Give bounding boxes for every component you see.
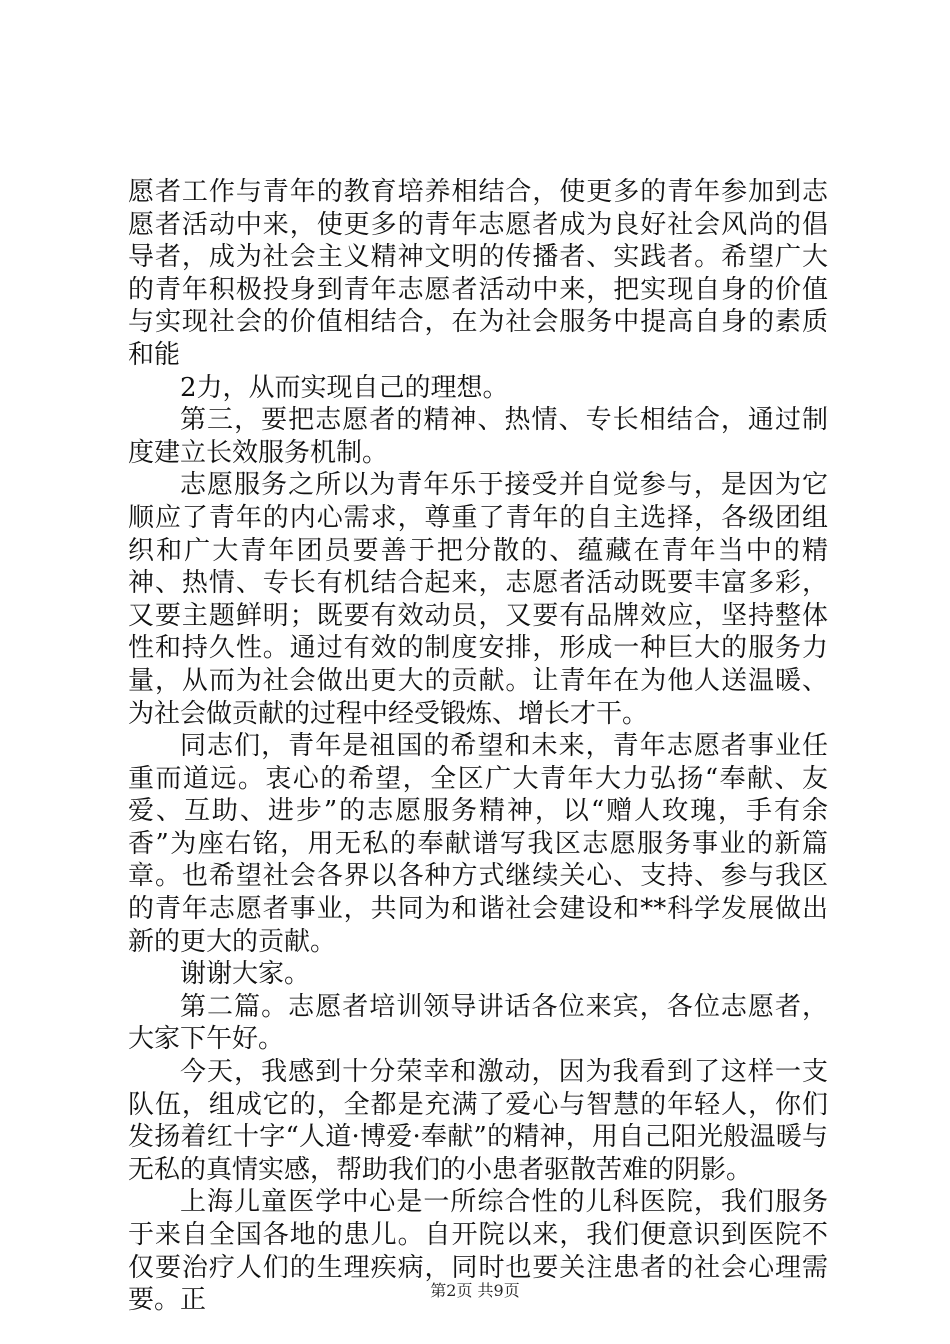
paragraph-continued: 愿者工作与青年的教育培养相结合，使更多的青年参加到志愿者活动中来，使更多的青年志愿者成为良好社会风尚的倡导者，成为社会主义精神文明的传播者、实践者。希望广大的青年积极投身到青年志愿者活动中来，把实现自身的价值与实现社会的价值相结合，在为社会服务中提高自身的素质和能 bbox=[128, 177, 828, 370]
paragraph: 上海儿童医学中心是一所综合性的儿科医院，我们服务于来自全国各地的患儿。自开院以来，我们便意识到医院不仅要治疗人们的生理疾病，同时也要关注患者的社会心理需要。正 bbox=[128, 1187, 828, 1316]
paragraph-heading: 第二篇。志愿者培训领导讲话各位来宾，各位志愿者，大家下午好。 bbox=[128, 991, 828, 1055]
paragraph: 谢谢大家。 bbox=[180, 959, 311, 990]
paragraph: 第三，要把志愿者的精神、热情、专长相结合，通过制度建立长效服务机制。 bbox=[128, 405, 828, 468]
paragraph: 志愿服务之所以为青年乐于接受并自觉参与，是因为它顺应了青年的内心需求，尊重了青年的自主选择，各级团组织和广大青年团员要善于把分散的、蕴藏在青年当中的精神、热情、专长有机结合起来，志愿者活动既要丰富多彩，又要主题鲜明；既要有效动员，又要有品牌效应，坚持整体性和持久性。通过有效的制度安排，形成一种巨大的服务力量，从而为社会做出更大的贡献。让青年在为他人送温暖、为社会做贡献的过程中经受锻炼、增长才干。 bbox=[128, 470, 828, 729]
paragraph: 同志们，青年是祖国的希望和未来，青年志愿者事业任重而道远。衷心的希望，全区广大青年大力弘扬“奉献、友爱、互助、进步”的志愿服务精神，以“赠人玫瑰，手有余香”为座右铭，用无私的奉献谱写我区志愿服务事业的新篇章。也希望社会各界以各种方式继续关心、支持、参与我区的青年志愿者事业，共同为和谐社会建设和**科学发展做出新的更大的贡献。 bbox=[128, 731, 828, 957]
paragraph: 2力，从而实现自己的理想。 bbox=[180, 372, 509, 403]
paragraph: 今天，我感到十分荣幸和激动，因为我看到了这样一支队伍，组成它的，全都是充满了爱心与智慧的年轻人，你们发扬着红十字“人道·博爱·奉献”的精神，用自己阳光般温暖与无私的真情实感，帮助我们的小患者驱散苦难的阴影。 bbox=[128, 1057, 828, 1185]
document-body bbox=[128, 176, 828, 1317]
page-number-footer: 第2页 共9页 bbox=[430, 1281, 520, 1300]
